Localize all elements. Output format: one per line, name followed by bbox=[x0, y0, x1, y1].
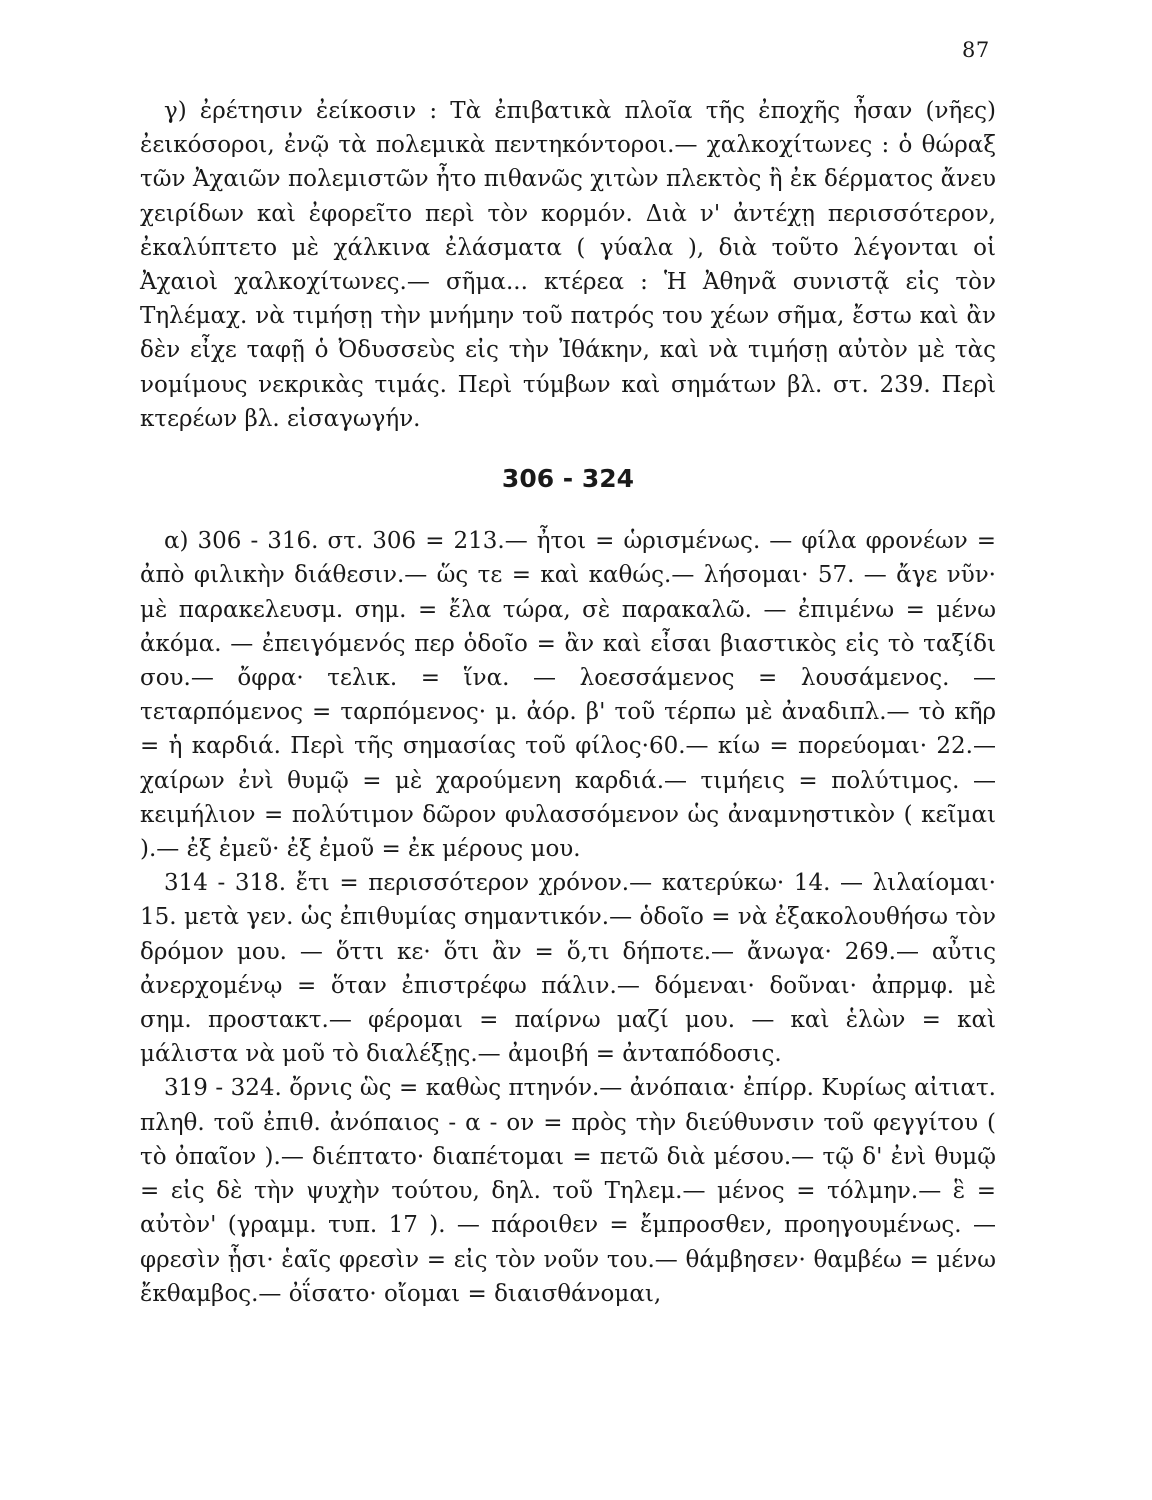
paragraph-314-318: 314 - 318. ἔτι = περισσότερον χρόνον.— κατερύκω· 14. — λιλαίομαι· 15. μετὰ γεν. ὡς ἐπιθυμίας σημαντικόν.— ὁδοῖο = νὰ ἐξακολουθήσω τὸν δρόμον μου. — ὅττι κε· ὅτι ἂν = ὅ,τι δήποτε.— ἄνωγα· 269.— αὖτις ἀνερχομένῳ = ὅταν ἐπιστρέφω πάλιν.— δόμεναι· δοῦναι· ἀπρμφ. μὲ σημ. προστακτ.— φέρομαι = παίρνω μαζί μου. — καὶ ἑλὼν = καὶ μάλιστα νὰ μοῦ τὸ διαλέξῃς.— ἀμοιβή = ἀνταπόδοσις. bbox=[140, 870, 996, 1068]
section-heading: 306 - 324 bbox=[501, 464, 635, 494]
paragraph-319-324: 319 - 324. ὄρνις ὣς = καθὼς πτηνόν.— ἀνόπαια· ἐπίρρ. Κυρίως αἰτιατ. πληθ. τοῦ ἐπιθ. ἀνόπαιος - α - ον = πρὸς τὴν διεύθυνσιν τοῦ φεγγίτου ( τὸ ὀπαῖον ).— διέπτατο· διαπέτομαι = πετῶ διὰ μέσου.— τῷ δ' ἐνὶ θυμῷ = εἰς δὲ τὴν ψυχὴν τούτου, δηλ. τοῦ Τηλεμ.— μένος = τόλμην.— ἓ = αὐτὸν' (γραμμ. τυπ. 17 ). — πάροιθεν = ἔμπροσθεν, προηγουμένως. — φρεσὶν ᾗσι· ἑαῖς φρεσὶν = εἰς τὸν νοῦν του.— θάμβησεν· θαμβέω = μένω ἔκθαμβος.— ὀΐσατο· οἴομαι = διαισθάνομαι, bbox=[140, 1075, 996, 1307]
page-number: 87 bbox=[962, 38, 990, 62]
commentary-body bbox=[140, 94, 996, 1311]
paragraph-alpha: α) 306 - 316. στ. 306 = 213.— ἦτοι = ὡρισμένως. — φίλα φρονέων = ἀπὸ φιλικὴν διάθεσιν.— ὥς τε = καὶ καθώς.— λήσομαι· 57. — ἄγε νῦν· μὲ παρακελευσμ. σημ. = ἔλα τώρα, σὲ παρακαλῶ. — ἐπιμένω = μένω ἀκόμα. — ἐπειγόμενός περ ὁδοῖο = ἂν καὶ εἶσαι βιαστικὸς εἰς τὸ ταξίδι σου.— ὄφρα· τελικ. = ἵνα. — λοεσσάμενος = λουσάμενος. — τεταρπόμενος = ταρπόμενος· μ. ἀόρ. β' τοῦ τέρπω μὲ ἀναδιπλ.— τὸ κῆρ = ἡ καρδιά. Περὶ τῆς σημασίας τοῦ φίλος·60.— κίω = πορεύομαι· 22.— χαίρων ἐνὶ θυμῷ = μὲ χαρούμενη καρδιά.— τιμήεις = πολύτιμος. — κειμήλιον = πολύτιμον δῶρον φυλασσόμενον ὡς ἀναμνηστικὸν ( κεῖμαι ).— ἐξ ἐμεῦ· ἐξ ἐμοῦ = ἐκ μέρους μου. bbox=[140, 528, 996, 863]
paragraph-gamma: γ) ἐρέτησιν ἐείκοσιν : Τὰ ἐπιβατικὰ πλοῖα τῆς ἐποχῆς ἦσαν (νῆες) ἐεικόσοροι, ἐνῷ τὰ πολεμικὰ πεντηκόντοροι.— χαλκοχίτωνες : ὁ θώραξ τῶν Ἀχαιῶν πολεμιστῶν ἦτο πιθανῶς χιτὼν πλεκτὸς ἢ ἐκ δέρματος ἄνευ χειρίδων καὶ ἐφορεῖτο περὶ τὸν κορμόν. Διὰ ν' ἀντέχῃ περισσότερον, ἐκαλύπτετο μὲ χάλκινα ἐλάσματα ( γύαλα ), διὰ τοῦτο λέγονται οἱ Ἀχαιοὶ χαλκοχίτωνες.— σῆμα... κτέρεα : Ἡ Ἀθηνᾶ συνιστᾷ εἰς τὸν Τηλέμαχ. νὰ τιμήσῃ τὴν μνήμην τοῦ πατρός του χέων σῆμα, ἔστω καὶ ἂν δὲν εἶχε ταφῇ ὁ Ὀδυσσεὺς εἰς τὴν Ἰθάκην, καὶ νὰ τιμήσῃ αὐτὸν μὲ τὰς νομίμους νεκρικὰς τιμάς. Περὶ τύμβων καὶ σημάτων βλ. στ. 239. Περὶ κτερέων βλ. εἰσαγωγήν. bbox=[140, 98, 996, 432]
